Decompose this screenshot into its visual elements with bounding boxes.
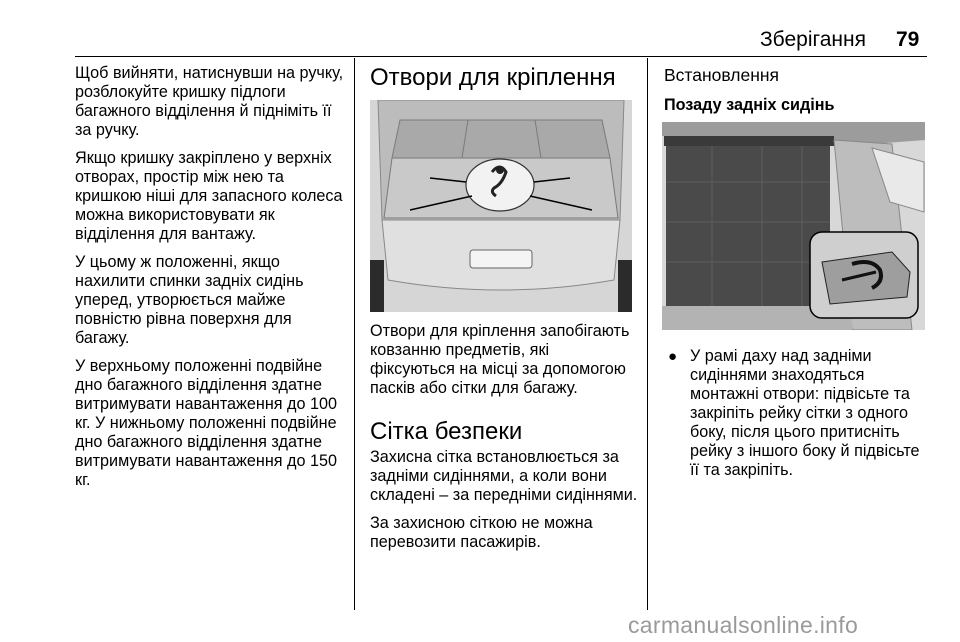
- net-installation-illustration: [662, 122, 925, 330]
- bullet-list-item: [668, 347, 930, 480]
- bullet-marker: ●: [668, 348, 678, 365]
- paragraph: За захисною сіткою не можна перевозити пасажирів.: [370, 514, 593, 551]
- paragraph: У цьому ж положенні, якщо нахилити спинки задніх сидінь уперед, утворюється майже повністю рівна поверхня для багажу.: [75, 253, 304, 347]
- section-heading-safety-net: Сітка безпеки: [370, 418, 523, 445]
- safety-net-text: [370, 448, 640, 561]
- paragraph: Якщо кришку закріплено у верхніх отворах, простір між нею та кришкою ніші для запасного колеса можна використовувати як відділення для вантажу.: [75, 149, 343, 243]
- watermark: carmanualsonline.info: [628, 612, 859, 638]
- bullet-text: У рамі даху над задніми сидіннями знаходяться монтажні отвори: підвісьте та закріпіть рейку сітки з одного боку, після цього притисніть рейку з іншого боку й підвісьте її та закріпіть.: [690, 347, 920, 479]
- column-divider-right: [647, 58, 648, 610]
- section-heading-installation: Встановлення: [664, 65, 780, 85]
- column-divider-left: [354, 58, 355, 610]
- section-heading-anchorages: Отвори для кріплення: [370, 64, 616, 91]
- subheading-behind-rear-seats: Позаду задніх сидінь: [664, 96, 835, 114]
- header-rule: [75, 56, 927, 57]
- page-number: 79: [896, 28, 920, 51]
- running-header-title: Зберігання: [760, 28, 866, 51]
- cargo-anchorages-illustration: [370, 100, 632, 312]
- figure-caption: Отвори для кріплення запобігають ковзанню предметів, які фіксуються на місці за допомогою пасків або сітки для багажу.: [370, 322, 630, 397]
- paragraph: Щоб вийняти, натиснувши на ручку, розблокуйте кришку підлоги багажного відділення й підніміть її за ручку.: [75, 64, 344, 139]
- paragraph: У верхньому положенні подвійне дно багажного відділення здатне витримувати навантаження до 100 кг. У нижньому положенні подвійне дно багажного відділення здатне витримувати навантаження до 150 кг.: [75, 357, 337, 489]
- left-column: [75, 64, 347, 499]
- paragraph: Захисна сітка встановлюється за задніми сидіннями, а коли вони складені – за передніми сидіннями.: [370, 448, 638, 504]
